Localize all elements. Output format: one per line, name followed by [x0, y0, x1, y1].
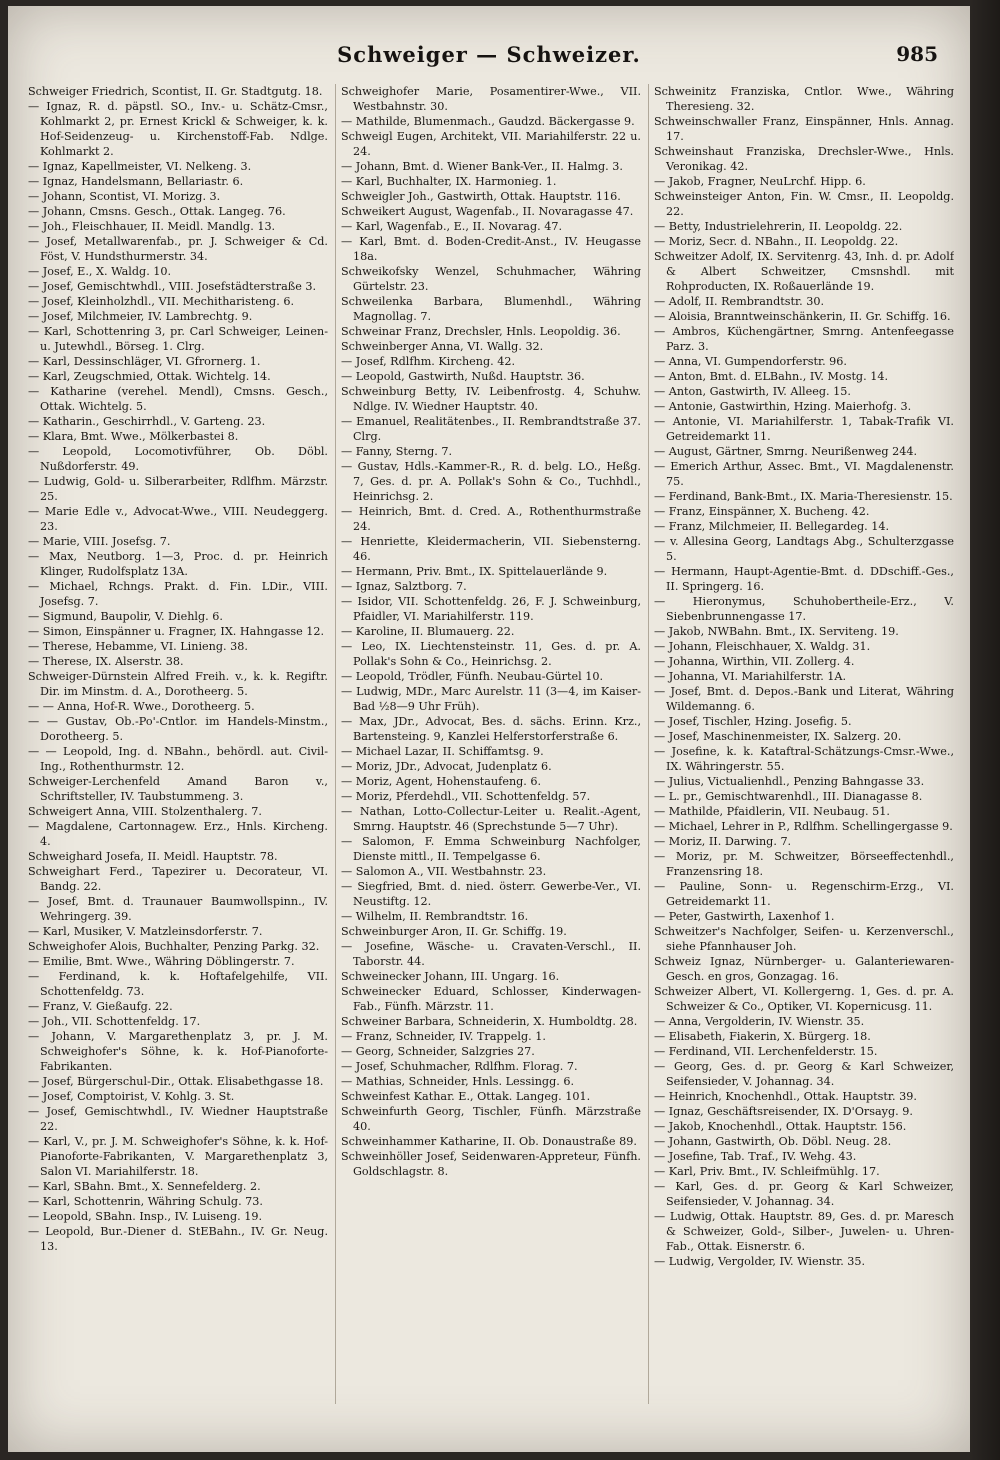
- directory-entry: — Isidor, VII. Schottenfeldg. 26, F. J. Schweinburg, Pfaidler, VI. Mariahilferstr. 119.: [341, 595, 641, 623]
- directory-entry: Schweinar Franz, Drechsler, Hnls. Leopoldig. 36.: [341, 325, 621, 338]
- directory-entry: Schweinfurth Georg, Tischler, Fünfh. Märzstraße 40.: [341, 1105, 641, 1133]
- directory-entry: Schweitzer's Nachfolger, Seifen- u. Kerzenverschl., siehe Pfannhauser Joh.: [654, 925, 954, 953]
- directory-entry: Schweinhöller Josef, Seidenwaren-Appreteur, Fünfh. Goldschlagstr. 8.: [341, 1150, 641, 1178]
- directory-entry: — Karl, Musiker, V. Matzleinsdorferstr. 7.: [28, 925, 263, 938]
- directory-entry: — Ignaz, Kapellmeister, VI. Nelkeng. 3.: [28, 160, 252, 173]
- directory-entry: — Leopold, Locomotivführer, Ob. Döbl. Nußdorferstr. 49.: [28, 445, 328, 473]
- directory-entry: — Gustav, Hdls.-Kammer-R., R. d. belg. LO., Heßg. 7, Ges. d. pr. A. Pollak's Sohn & Co., Tuchhdl., Heinrichsg. 2.: [341, 460, 641, 503]
- directory-entry: — Karoline, II. Blumauerg. 22.: [341, 625, 515, 638]
- directory-entry: — Katharine (verehel. Mendl), Cmsns. Gesch., Ottak. Wichtelg. 5.: [28, 385, 328, 413]
- directory-entry: — Josef, Schuhmacher, Rdlfhm. Florag. 7.: [341, 1060, 578, 1073]
- directory-entry: — Leo, IX. Liechtensteinstr. 11, Ges. d. pr. A. Pollak's Sohn & Co., Heinrichsg. 2.: [341, 640, 641, 668]
- directory-entry: — Josefine, Wäsche- u. Cravaten-Verschl., II. Taborstr. 44.: [341, 940, 641, 968]
- directory-entry: — Josef, Rdlfhm. Kircheng. 42.: [341, 355, 516, 368]
- directory-entry: — Johann, Gastwirth, Ob. Döbl. Neug. 28.: [654, 1135, 892, 1148]
- directory-entry: — Anna, Vergolderin, IV. Wienstr. 35.: [654, 1015, 865, 1028]
- directory-entry: — Karl, Schottenring 3, pr. Carl Schweiger, Leinen- u. Jutewhdl., Börseg. 1. Clrg.: [28, 325, 328, 353]
- column-2: [341, 84, 641, 1424]
- directory-entry: — Josef, Metallwarenfab., pr. J. Schweiger & Cd. Föst, V. Hundsthurmerstr. 34.: [28, 235, 328, 263]
- directory-entry: — Simon, Einspänner u. Fragner, IX. Hahngasse 12.: [28, 625, 325, 638]
- directory-entry: — Salomon A., VII. Westbahnstr. 23.: [341, 865, 547, 878]
- directory-entry: — Josef, Bmt. d. Depos.-Bank und Literat, Währing Wildemanng. 6.: [654, 685, 954, 713]
- directory-entry: — Hermann, Haupt-Agentie-Bmt. d. DDschiff.-Ges., II. Springerg. 16.: [654, 565, 954, 593]
- directory-entry: — — Anna, Hof-R. Wwe., Dorotheerg. 5.: [28, 700, 255, 713]
- directory-entry: — Johann, Cmsns. Gesch., Ottak. Langeg. 76.: [28, 205, 286, 218]
- directory-entry: — Hieronymus, Schuhobertheile-Erz., V. Siebenbrunnengasse 17.: [654, 595, 954, 623]
- directory-entry: — Emanuel, Realitätenbes., II. Rembrandtstraße 37. Clrg.: [341, 415, 641, 443]
- directory-entry: — Joh., VII. Schottenfeldg. 17.: [28, 1015, 201, 1028]
- directory-entry: — Emerich Arthur, Assec. Bmt., VI. Magdalenenstr. 75.: [654, 460, 954, 488]
- directory-entry: — Ludwig, Gold- u. Silberarbeiter, Rdlfhm. Märzstr. 25.: [28, 475, 328, 503]
- directory-entry: — Karl, Priv. Bmt., IV. Schleifmühlg. 17.: [654, 1165, 880, 1178]
- directory-entry: Schweinitz Franziska, Cntlor. Wwe., Währing Theresieng. 32.: [654, 85, 954, 113]
- directory-entry: Schweinhammer Katharine, II. Ob. Donaustraße 89.: [341, 1135, 637, 1148]
- directory-entry: — Ferdinand, Bank-Bmt., IX. Maria-Theresienstr. 15.: [654, 490, 953, 503]
- column-divider: [335, 84, 336, 1404]
- directory-entry: — Hermann, Priv. Bmt., IX. Spittelauerlände 9.: [341, 565, 608, 578]
- directory-entry: — Leopold, Bur.-Diener d. StEBahn., IV. Gr. Neug. 13.: [28, 1225, 328, 1253]
- directory-entry: — Leopold, SBahn. Insp., IV. Luiseng. 19.: [28, 1210, 263, 1223]
- directory-columns: [28, 84, 960, 1424]
- directory-entry: — Karl, Ges. d. pr. Georg & Karl Schweizer, Seifensieder, V. Johannag. 34.: [654, 1180, 954, 1208]
- directory-entry: — Josef, Maschinenmeister, IX. Salzerg. 20.: [654, 730, 902, 743]
- directory-entry: — Pauline, Sonn- u. Regenschirm-Erzg., VI. Getreidemarkt 11.: [654, 880, 954, 908]
- directory-entry: — Josef, Kleinholzhdl., VII. Mechitharisteng. 6.: [28, 295, 295, 308]
- directory-entry: — Heinrich, Bmt. d. Cred. A., Rothenthurmstraße 24.: [341, 505, 641, 533]
- directory-entry: — August, Gärtner, Smrng. Neurißenweg 244.: [654, 445, 918, 458]
- directory-entry: — Julius, Victualienhdl., Penzing Bahngasse 33.: [654, 775, 925, 788]
- directory-entry: — Henriette, Kleidermacherin, VII. Siebensterng. 46.: [341, 535, 641, 563]
- directory-entry: — Jakob, NWBahn. Bmt., IX. Serviteng. 19.: [654, 625, 899, 638]
- directory-entry: — Johann, Fleischhauer, X. Waldg. 31.: [654, 640, 871, 653]
- directory-entry: — Max, Neutborg. 1—3, Proc. d. pr. Heinrich Klinger, Rudolfsplatz 13A.: [28, 550, 328, 578]
- directory-entry: — Moriz, Secr. d. NBahn., II. Leopoldg. 22.: [654, 235, 899, 248]
- directory-entry: Schweiger-Lerchenfeld Amand Baron v., Schriftsteller, IV. Taubstummeng. 3.: [28, 775, 328, 803]
- directory-entry: — Ludwig, Vergolder, IV. Wienstr. 35.: [654, 1255, 866, 1268]
- directory-entry: — Josef, Bürgerschul-Dir., Ottak. Elisabethgasse 18.: [28, 1075, 324, 1088]
- directory-entry: — Anton, Bmt. d. ELBahn., IV. Mostg. 14.: [654, 370, 889, 383]
- directory-entry: — Klara, Bmt. Wwe., Mölkerbastei 8.: [28, 430, 239, 443]
- directory-entry: — Ignaz, Salztborg. 7.: [341, 580, 467, 593]
- directory-page: [8, 6, 970, 1452]
- directory-entry: — Mathilde, Blumenmach., Gaudzd. Bäckergasse 9.: [341, 115, 635, 128]
- directory-entry: — Franz, Schneider, IV. Trappelg. 1.: [341, 1030, 546, 1043]
- directory-entry: — Therese, IX. Alserstr. 38.: [28, 655, 184, 668]
- directory-entry: Schweinecker Johann, III. Ungarg. 16.: [341, 970, 560, 983]
- directory-entry: — Joh., Fleischhauer, II. Meidl. Mandlg. 13.: [28, 220, 276, 233]
- directory-entry: — Johanna, Wirthin, VII. Zollerg. 4.: [654, 655, 855, 668]
- directory-entry: — Leopold, Trödler, Fünfh. Neubau-Gürtel 10.: [341, 670, 604, 683]
- directory-entry: — Moriz, pr. M. Schweitzer, Börseeffectenhdl., Franzensring 18.: [654, 850, 954, 878]
- directory-entry: — Ambros, Küchengärtner, Smrng. Antenfeegasse Parz. 3.: [654, 325, 954, 353]
- column-divider: [648, 84, 649, 1404]
- page-number: 985: [896, 42, 938, 66]
- directory-entry: — Franz, Milchmeier, II. Bellegardeg. 14.: [654, 520, 890, 533]
- directory-entry: — Antonie, Gastwirthin, Hzing. Maierhofg. 3.: [654, 400, 912, 413]
- directory-entry: Schweiger Friedrich, Scontist, II. Gr. Stadtgutg. 18.: [28, 85, 323, 98]
- directory-entry: — Josef, Tischler, Hzing. Josefig. 5.: [654, 715, 852, 728]
- directory-entry: — Karl, Bmt. d. Boden-Credit-Anst., IV. Heugasse 18a.: [341, 235, 641, 263]
- directory-entry: — Ferdinand, k. k. Hoftafelgehilfe, VII. Schottenfeldg. 73.: [28, 970, 328, 998]
- directory-entry: — Josef, E., X. Waldg. 10.: [28, 265, 172, 278]
- running-head: [8, 42, 970, 76]
- directory-entry: — Antonie, VI. Mariahilferstr. 1, Tabak-Trafik VI. Getreidemarkt 11.: [654, 415, 954, 443]
- directory-entry: — Wilhelm, II. Rembrandtstr. 16.: [341, 910, 529, 923]
- directory-entry: — Moriz, Pferdehdl., VII. Schottenfeldg. 57.: [341, 790, 591, 803]
- directory-entry: Schweinsteiger Anton, Fin. W. Cmsr., II. Leopoldg. 22.: [654, 190, 954, 218]
- directory-entry: — Johann, V. Margarethenplatz 3, pr. J. M. Schweighofer's Söhne, k. k. Hof-Pianoforte-Fabrikanten.: [28, 1030, 328, 1073]
- directory-entry: Schweikert August, Wagenfab., II. Novaragasse 47.: [341, 205, 634, 218]
- directory-entry: Schweiger-Dürnstein Alfred Freih. v., k. k. Regiftr. Dir. im Minstm. d. A., Dorotheerg. 5.: [28, 670, 328, 698]
- directory-entry: Schweigl Eugen, Architekt, VII. Mariahilferstr. 22 u. 24.: [341, 130, 641, 158]
- directory-entry: — Josef, Bmt. d. Traunauer Baumwollspinn., IV. Wehringerg. 39.: [28, 895, 328, 923]
- directory-entry: — Mathias, Schneider, Hnls. Lessingg. 6.: [341, 1075, 575, 1088]
- directory-entry: — Karl, SBahn. Bmt., X. Sennefelderg. 2.: [28, 1180, 261, 1193]
- directory-entry: — Josefine, Tab. Traf., IV. Wehg. 43.: [654, 1150, 857, 1163]
- directory-entry: — Nathan, Lotto-Collectur-Leiter u. Realit.-Agent, Smrng. Hauptstr. 46 (Sprechstunde 5—7 Uhr).: [341, 805, 641, 833]
- directory-entry: — v. Allesina Georg, Landtags Abg., Schulterzgasse 5.: [654, 535, 954, 563]
- directory-entry: — Michael, Lehrer in P., Rdlfhm. Schellingergasse 9.: [654, 820, 953, 833]
- directory-entry: — Karl, Zeugschmied, Ottak. Wichtelg. 14.: [28, 370, 271, 383]
- directory-entry: — Magdalene, Cartonnagew. Erz., Hnls. Kircheng. 4.: [28, 820, 328, 848]
- directory-entry: — Franz, V. Gießaufg. 22.: [28, 1000, 173, 1013]
- directory-entry: Schweighard Josefa, II. Meidl. Hauptstr. 78.: [28, 850, 278, 863]
- directory-entry: — Marie, VIII. Josefsg. 7.: [28, 535, 171, 548]
- directory-entry: — Ludwig, Ottak. Hauptstr. 89, Ges. d. pr. Maresch & Schweizer, Gold-, Silber-, Juwelen- u. Uhren-Fab., Ottak. Eisnerstr. 6.: [654, 1210, 954, 1253]
- directory-entry: — Ignaz, R. d. päpstl. SO., Inv.- u. Schätz-Cmsr., Kohlmarkt 2, pr. Ernest Krickl & Schweiger, k. k. Hof-Seidenzeug- u. Kirchenstoff-Fab. Ndlge. Kohlmarkt 2.: [28, 100, 328, 158]
- directory-entry: Schweizer Albert, VI. Kollergerng. 1, Ges. d. pr. A. Schweizer & Co., Optiker, VI. Kopernicusg. 11.: [654, 985, 954, 1013]
- directory-entry: — Georg, Ges. d. pr. Georg & Karl Schweizer, Seifensieder, V. Johannag. 34.: [654, 1060, 954, 1088]
- directory-entry: — Peter, Gastwirth, Laxenhof 1.: [654, 910, 835, 923]
- directory-entry: Schweinberger Anna, VI. Wallg. 32.: [341, 340, 544, 353]
- directory-entry: — Johanna, VI. Mariahilferstr. 1A.: [654, 670, 847, 683]
- directory-entry: Schweinburg Betty, IV. Leibenfrostg. 4, Schuhw. Ndlge. IV. Wiedner Hauptstr. 40.: [341, 385, 641, 413]
- page-edge: [970, 0, 1000, 1460]
- directory-entry: Schweigler Joh., Gastwirth, Ottak. Hauptstr. 116.: [341, 190, 621, 203]
- directory-entry: — Elisabeth, Fiakerin, X. Bürgerg. 18.: [654, 1030, 871, 1043]
- directory-entry: — Adolf, II. Rembrandtstr. 30.: [654, 295, 825, 308]
- directory-entry: Schweinshaut Franziska, Drechsler-Wwe., Hnls. Veronikag. 42.: [654, 145, 954, 173]
- directory-entry: — Ignaz, Handelsmann, Bellariastr. 6.: [28, 175, 244, 188]
- directory-entry: — Siegfried, Bmt. d. nied. österr. Gewerbe-Ver., VI. Neustiftg. 12.: [341, 880, 641, 908]
- directory-entry: — Max, JDr., Advocat, Bes. d. sächs. Erinn. Krz., Bartensteing. 9, Kanzlei Helferstorferstraße 6.: [341, 715, 641, 743]
- directory-entry: Schweinburger Aron, II. Gr. Schiffg. 19.: [341, 925, 567, 938]
- directory-entry: — Karl, Schottenrin, Währing Schulg. 73.: [28, 1195, 263, 1208]
- directory-entry: — Marie Edle v., Advocat-Wwe., VIII. Neudeggerg. 23.: [28, 505, 328, 533]
- directory-entry: — Moriz, JDr., Advocat, Judenplatz 6.: [341, 760, 552, 773]
- directory-entry: — Michael Lazar, II. Schiffamtsg. 9.: [341, 745, 544, 758]
- directory-entry: — Ferdinand, VII. Lerchenfelderstr. 15.: [654, 1045, 878, 1058]
- directory-entry: Schweighofer Marie, Posamentirer-Wwe., VII. Westbahnstr. 30.: [341, 85, 641, 113]
- directory-entry: — Moriz, II. Darwing. 7.: [654, 835, 792, 848]
- directory-entry: Schweiz Ignaz, Nürnberger- u. Galanteriewaren-Gesch. en gros, Gonzagag. 16.: [654, 955, 954, 983]
- directory-entry: Schweiner Barbara, Schneiderin, X. Humboldtg. 28.: [341, 1015, 638, 1028]
- directory-entry: — Karl, V., pr. J. M. Schweighofer's Söhne, k. k. Hof-Pianoforte-Fabrikanten, V. Margarethenplatz 3, Salon VI. Mariahilferstr. 18.: [28, 1135, 328, 1178]
- directory-entry: — Ludwig, MDr., Marc Aurelstr. 11 (3—4, im Kaiser-Bad ½8—9 Uhr Früh).: [341, 685, 641, 713]
- directory-entry: Schweitzer Adolf, IX. Servitenrg. 43, Inh. d. pr. Adolf & Albert Schweitzer, Cmsnshdl. mit Rohproducten, IX. Roßauerlände 19.: [654, 250, 954, 293]
- directory-entry: — Mathilde, Pfaidlerin, VII. Neubaug. 51.: [654, 805, 890, 818]
- directory-entry: — Salomon, F. Emma Schweinburg Nachfolger, Dienste mittl., II. Tempelgasse 6.: [341, 835, 641, 863]
- directory-entry: — Johann, Bmt. d. Wiener Bank-Ver., II. Halmg. 3.: [341, 160, 623, 173]
- directory-entry: — Michael, Rchngs. Prakt. d. Fin. LDir., VIII. Josefsg. 7.: [28, 580, 328, 608]
- directory-entry: — Josef, Gemischtwhdl., VIII. Josefstädterstraße 3.: [28, 280, 317, 293]
- directory-entry: — Sigmund, Baupolir, V. Diehlg. 6.: [28, 610, 223, 623]
- directory-entry: — Katharin., Geschirrhdl., V. Garteng. 23.: [28, 415, 266, 428]
- column-1: [28, 84, 328, 1424]
- directory-entry: Schweinschwaller Franz, Einspänner, Hnls. Annag. 17.: [654, 115, 954, 143]
- directory-entry: — Jakob, Fragner, NeuLrchf. Hipp. 6.: [654, 175, 866, 188]
- directory-entry: — Therese, Hebamme, VI. Linieng. 38.: [28, 640, 248, 653]
- page-title: Schweiger — Schweizer.: [337, 42, 641, 67]
- directory-entry: — Karl, Wagenfab., E., II. Novarag. 47.: [341, 220, 563, 233]
- directory-entry: — Anna, VI. Gumpendorferstr. 96.: [654, 355, 847, 368]
- directory-entry: Schweigert Anna, VIII. Stolzenthalerg. 7.: [28, 805, 262, 818]
- directory-entry: — Josefine, k. k. Kataftral-Schätzungs-Cmsr.-Wwe., IX. Währingerstr. 55.: [654, 745, 954, 773]
- directory-entry: — Leopold, Gastwirth, Nußd. Hauptstr. 36.: [341, 370, 585, 383]
- directory-entry: — Anton, Gastwirth, IV. Alleeg. 15.: [654, 385, 851, 398]
- directory-entry: Schweighofer Alois, Buchhalter, Penzing Parkg. 32.: [28, 940, 320, 953]
- directory-entry: — Karl, Buchhalter, IX. Harmonieg. 1.: [341, 175, 557, 188]
- directory-entry: — Betty, Industrielehrerin, II. Leopoldg. 22.: [654, 220, 903, 233]
- directory-entry: — Aloisia, Branntweinschänkerin, II. Gr. Schiffg. 16.: [654, 310, 951, 323]
- directory-entry: Schweilenka Barbara, Blumenhdl., Währing Magnollag. 7.: [341, 295, 641, 323]
- directory-entry: — Josef, Comptoirist, V. Kohlg. 3. St.: [28, 1090, 235, 1103]
- directory-entry: — Fanny, Sterng. 7.: [341, 445, 453, 458]
- directory-entry: — Karl, Dessinschläger, VI. Gfrornerg. 1.: [28, 355, 261, 368]
- column-3: [654, 84, 954, 1424]
- directory-entry: — — Leopold, Ing. d. NBahn., behördl. aut. Civil-Ing., Rothenthurmstr. 12.: [28, 745, 328, 773]
- directory-entry: Schweikofsky Wenzel, Schuhmacher, Währing Gürtelstr. 23.: [341, 265, 641, 293]
- directory-entry: Schweinfest Kathar. E., Ottak. Langeg. 101.: [341, 1090, 591, 1103]
- directory-entry: — — Gustav, Ob.-Po'-Cntlor. im Handels-Minstm., Dorotheerg. 5.: [28, 715, 328, 743]
- directory-entry: — Jakob, Knochenhdl., Ottak. Hauptstr. 156.: [654, 1120, 907, 1133]
- directory-entry: — L. pr., Gemischtwarenhdl., III. Dianagasse 8.: [654, 790, 923, 803]
- directory-entry: Schweinecker Eduard, Schlosser, Kinderwagen-Fab., Fünfh. Märzstr. 11.: [341, 985, 641, 1013]
- directory-entry: — Moriz, Agent, Hohenstaufeng. 6.: [341, 775, 542, 788]
- directory-entry: — Josef, Milchmeier, IV. Lambrechtg. 9.: [28, 310, 253, 323]
- directory-entry: — Emilie, Bmt. Wwe., Währing Döblingerstr. 7.: [28, 955, 295, 968]
- directory-entry: — Johann, Scontist, VI. Morizg. 3.: [28, 190, 221, 203]
- directory-entry: — Franz, Einspänner, X. Bucheng. 42.: [654, 505, 870, 518]
- directory-entry: — Georg, Schneider, Salzgries 27.: [341, 1045, 535, 1058]
- directory-entry: — Heinrich, Knochenhdl., Ottak. Hauptstr. 39.: [654, 1090, 917, 1103]
- directory-entry: — Josef, Gemischtwhdl., IV. Wiedner Hauptstraße 22.: [28, 1105, 328, 1133]
- directory-entry: Schweighart Ferd., Tapezirer u. Decorateur, VI. Bandg. 22.: [28, 865, 328, 893]
- directory-entry: — Ignaz, Geschäftsreisender, IX. D'Orsayg. 9.: [654, 1105, 913, 1118]
